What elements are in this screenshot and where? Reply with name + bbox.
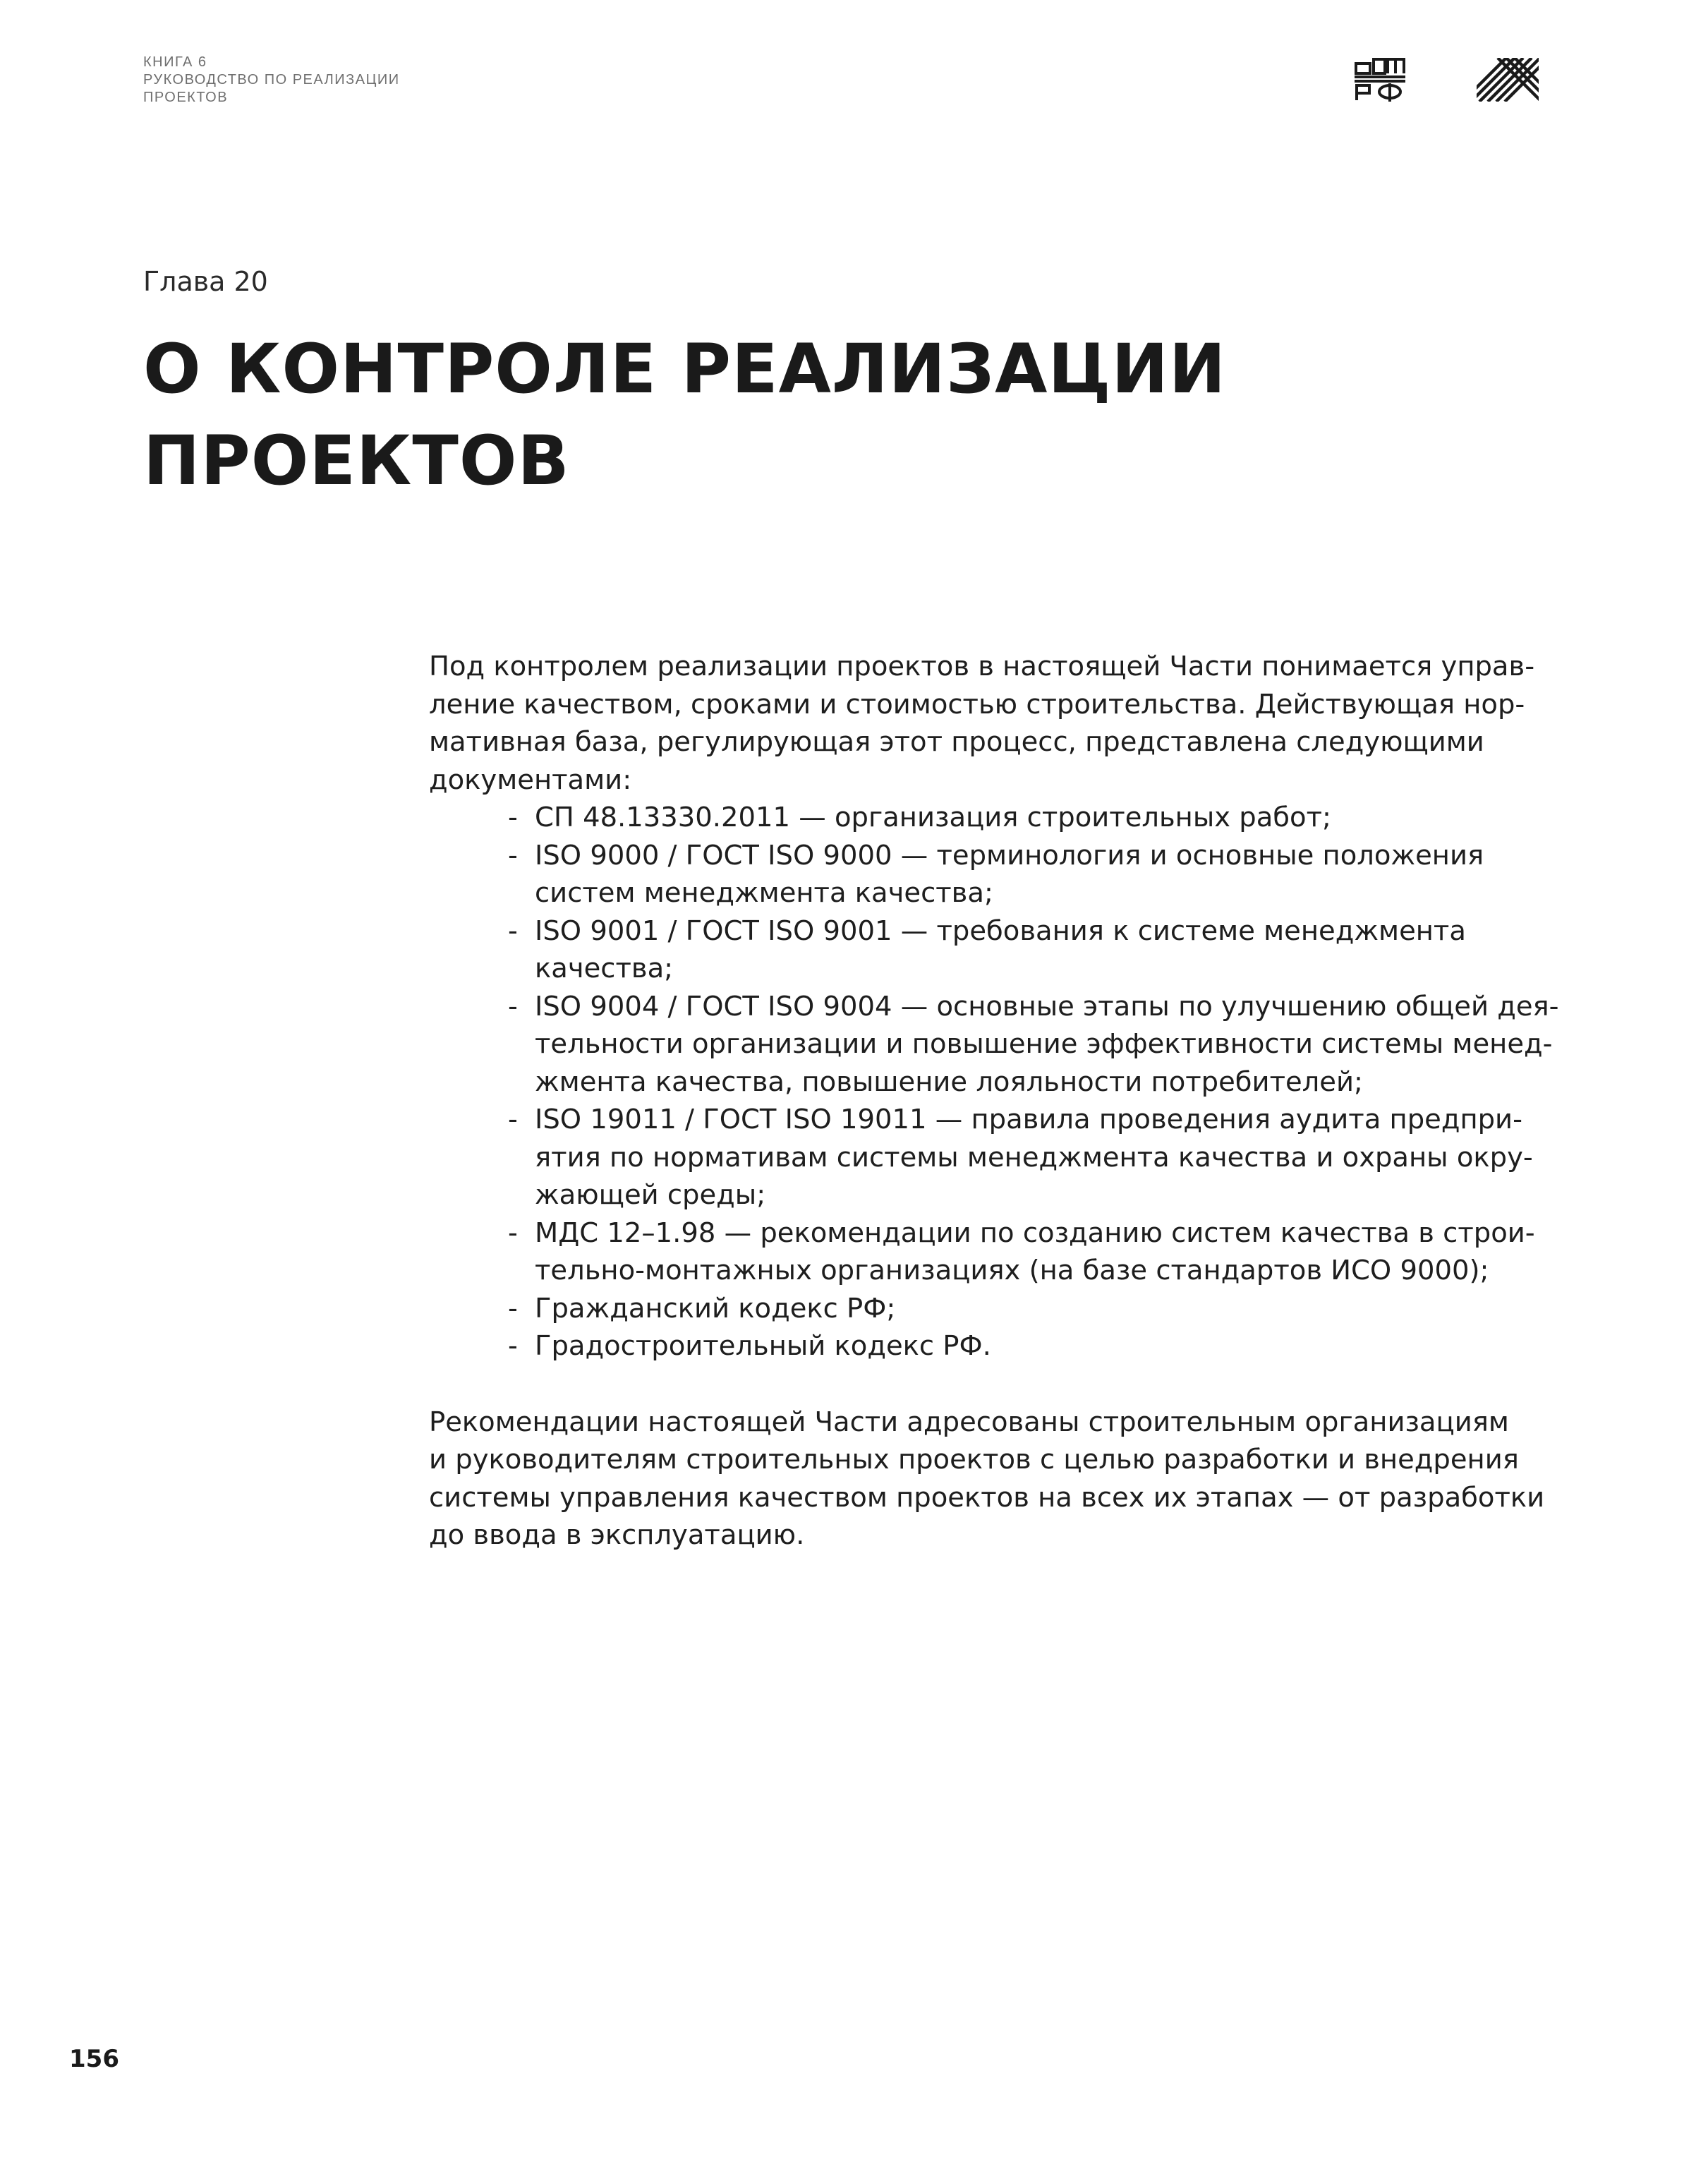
chapter-title (143, 323, 1226, 507)
list-item-line: жающей среды; (535, 1179, 766, 1211)
dom-rf-logo-icon (1355, 56, 1405, 103)
book-header-line: ПРОЕКТОВ (143, 90, 229, 105)
list-dash: - (508, 839, 518, 871)
chapter-title-line: ПРОЕКТОВ (143, 421, 570, 500)
list-item (429, 988, 1559, 1101)
list-dash: - (508, 990, 518, 1022)
list-item (429, 1101, 1533, 1214)
list-item (429, 1290, 1530, 1328)
list-item-line: ISO 9001 / ГОСТ ISO 9001 — требования к системе менеджмента (535, 915, 1466, 947)
paragraph-line: системы управления качеством проектов на всех их этапах — от разработки (429, 1481, 1545, 1514)
list-item (429, 799, 1530, 837)
list-item-line: качества; (535, 953, 674, 984)
list-item-line: ISO 9000 / ГОСТ ISO 9000 — терминология и основные положения (535, 839, 1484, 871)
intro-paragraph (429, 648, 1535, 799)
diagonal-pattern-logo-icon (1477, 58, 1539, 102)
conclusion-paragraph (429, 1404, 1545, 1555)
list-item (429, 1327, 1530, 1365)
paragraph-line: Под контролем реализации проектов в настоящей Части понимается управ- (429, 651, 1535, 682)
list-item-line: ISO 9004 / ГОСТ ISO 9004 — основные этапы по улучшению общей дея- (535, 990, 1559, 1022)
list-dash: - (508, 1104, 518, 1135)
list-dash: - (508, 802, 518, 833)
list-item-line: тельности организации и повышение эффективности системы менед- (535, 1028, 1553, 1060)
paragraph-line: Рекомендации настоящей Части адресованы строительным организациям (429, 1406, 1509, 1438)
list-item-line: ятия по нормативам системы менеджмента качества и охраны окру- (535, 1141, 1533, 1173)
list-item-line: систем менеджмента качества; (535, 877, 993, 909)
paragraph-line: и руководителям строительных проектов с целью разработки и внедрения (429, 1444, 1519, 1475)
list-item-line: МДС 12–1.98 — рекомендации по созданию систем качества в строи- (535, 1217, 1535, 1249)
list-dash: - (508, 915, 518, 947)
list-item (429, 1214, 1535, 1290)
list-dash: - (508, 1217, 518, 1249)
list-item (429, 912, 1530, 988)
documents-list (429, 799, 1559, 1365)
list-item-line: тельно-монтажных организациях (на базе стандартов ИСО 9000); (535, 1255, 1489, 1286)
book-header (143, 54, 400, 107)
list-item-line: Градостроительный кодекс РФ. (535, 1330, 991, 1362)
list-dash: - (508, 1330, 518, 1362)
paragraph-line: документами: (429, 763, 632, 796)
list-item-line: СП 48.13330.2011 — организация строительных работ; (535, 802, 1332, 833)
book-header-line: РУКОВОДСТВО ПО РЕАЛИЗАЦИИ (143, 72, 400, 87)
chapter-title-line: О КОНТРОЛЕ РЕАЛИЗАЦИИ (143, 330, 1227, 409)
list-dash: - (508, 1292, 518, 1324)
list-item-line: ISO 19011 / ГОСТ ISO 19011 — правила проведения аудита предпри- (535, 1104, 1522, 1135)
list-item-line: Гражданский кодекс РФ; (535, 1292, 896, 1324)
list-item (429, 837, 1530, 912)
list-item-line: жмента качества, повышение лояльности потребителей; (535, 1066, 1363, 1098)
chapter-body (429, 648, 1559, 1555)
chapter-label: Глава 20 (143, 266, 268, 297)
page-number: 156 (69, 2045, 119, 2073)
paragraph-line: до ввода в эксплуатацию. (429, 1519, 805, 1551)
book-header-line: КНИГА 6 (143, 54, 207, 70)
paragraph-line: мативная база, регулирующая этот процесс, представлена следующими (429, 726, 1484, 758)
paragraph-line: ление качеством, сроками и стоимостью строительства. Действующая нор- (429, 688, 1525, 720)
